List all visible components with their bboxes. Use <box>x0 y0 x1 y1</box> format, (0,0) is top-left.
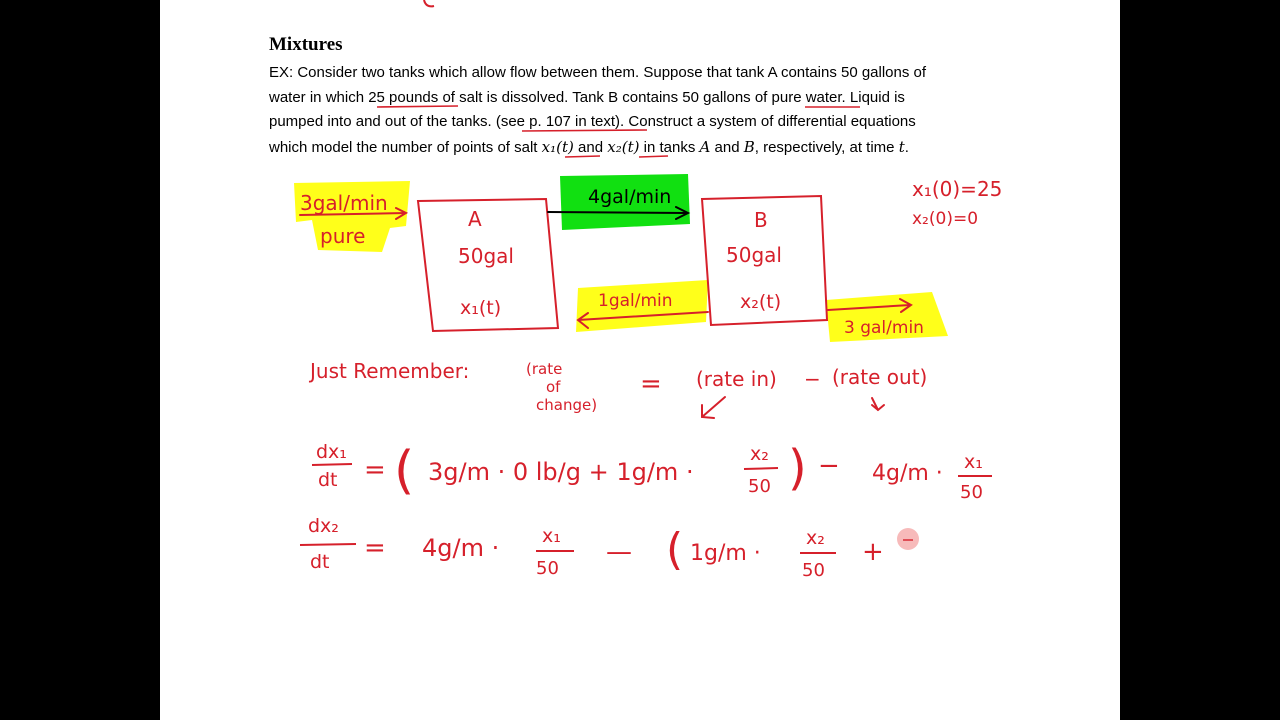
eq1-frac2-denominator: 50 <box>960 482 983 503</box>
underline-see-text <box>522 130 647 131</box>
initial-condition-x1: x₁(0)=25 <box>912 177 1003 201</box>
underline-x1 <box>565 156 600 157</box>
pen-cursor <box>897 528 919 550</box>
tank-b-name: B <box>754 208 768 232</box>
label-outflow-b: 3 gal/min <box>844 318 924 338</box>
paragraph-line: EX: Consider two tanks which allow flow between them. Suppose that tank A contains 50 gallons of <box>269 64 927 81</box>
tank-a-variable: x₁(t) <box>460 297 502 319</box>
text-run: and <box>710 138 744 156</box>
eq2-frac1-numerator: x₁ <box>542 525 561 547</box>
rate-out-label: (rate out) <box>832 365 928 389</box>
eq2-outflow-term: 1g/m · <box>690 541 761 566</box>
rate-of-change-line3: change) <box>536 396 598 414</box>
rate-of-change-line2: of <box>546 378 561 396</box>
paragraph-line: pumped into and out of the tanks. (see p. 107 in text). Construct a system of differential equations <box>269 113 916 130</box>
math-b: B <box>743 137 755 156</box>
math-x1: x₁(t) <box>541 137 574 156</box>
eq1-lhs-fraction-bar <box>312 464 352 465</box>
eq2-frac2-numerator: x₂ <box>806 527 825 549</box>
arrow-rate-in <box>702 397 725 418</box>
eq1-frac1-bar <box>744 468 778 469</box>
eq1-lhs-denominator: dt <box>318 469 338 491</box>
eq1-minus: − <box>818 451 840 481</box>
eq2-lhs-denominator: dt <box>310 551 330 573</box>
tank-a-volume: 50gal <box>458 244 514 268</box>
eq2-equals: = <box>364 533 386 563</box>
eq2-frac1-denominator: 50 <box>536 558 559 579</box>
math-a: A <box>699 137 711 156</box>
eq1-lhs-numerator: dx₁ <box>316 441 347 463</box>
section-heading: Mixtures <box>269 34 343 55</box>
just-remember-label: Just Remember: <box>310 359 470 383</box>
math-x2: x₂(t) <box>607 137 640 156</box>
underline-x2 <box>639 156 668 157</box>
tank-b-volume: 50gal <box>726 243 782 267</box>
eq2-lhs-fraction-bar <box>300 544 356 545</box>
initial-condition-x2: x₂(0)=0 <box>912 209 979 229</box>
text-run: . <box>904 138 909 156</box>
text-run: which model the number of points of salt <box>269 138 542 156</box>
handwritten-annotations <box>160 0 1120 720</box>
eq1-open-paren: ( <box>394 441 415 501</box>
rate-of-change-line1: (rate <box>526 360 563 378</box>
eq2-minus: — <box>606 537 632 567</box>
remember-equals: = <box>640 369 662 399</box>
math-t: t <box>898 137 905 156</box>
label-inflow-a: 3gal/min <box>300 191 388 215</box>
eq2-lhs-numerator: dx₂ <box>308 515 339 537</box>
rate-in-label: (rate in) <box>696 367 777 391</box>
eq2-plus: + <box>862 537 884 567</box>
label-b-to-a: 1gal/min <box>598 291 673 311</box>
eq1-frac1-numerator: x₂ <box>750 443 769 465</box>
text-run: and <box>573 138 608 156</box>
text-run: , respectively, at time <box>754 138 899 156</box>
eq1-close-paren: ) <box>788 440 807 496</box>
tank-a-name: A <box>468 207 482 231</box>
eq2-open-paren: ( <box>666 524 684 575</box>
remember-minus: − <box>804 367 821 391</box>
paragraph-line: water in which 25 pounds of salt is dissolved. Tank B contains 50 gallons of pure water. Liquid is <box>269 88 905 106</box>
tank-b-variable: x₂(t) <box>740 291 782 313</box>
eq1-equals: = <box>364 455 386 485</box>
eq1-frac2-numerator: x₁ <box>964 451 983 473</box>
eq1-frac1-denominator: 50 <box>748 476 771 497</box>
underline-25-pounds <box>377 106 458 107</box>
eq1-outflow-term: 4g/m · <box>872 461 943 486</box>
document-page <box>160 0 1120 720</box>
text-underlines <box>377 106 860 157</box>
eq1-inflow-terms: 3g/m · 0 lb/g + 1g/m · <box>428 458 694 486</box>
label-inflow-pure: pure <box>320 224 366 248</box>
stray-ink-mark <box>424 0 434 6</box>
label-a-to-b: 4gal/min <box>588 186 672 208</box>
eq2-frac2-denominator: 50 <box>802 560 825 581</box>
arrow-rate-out <box>872 398 884 410</box>
eq2-inflow-term: 4g/m · <box>422 534 500 562</box>
text-run: in tanks <box>639 138 700 156</box>
